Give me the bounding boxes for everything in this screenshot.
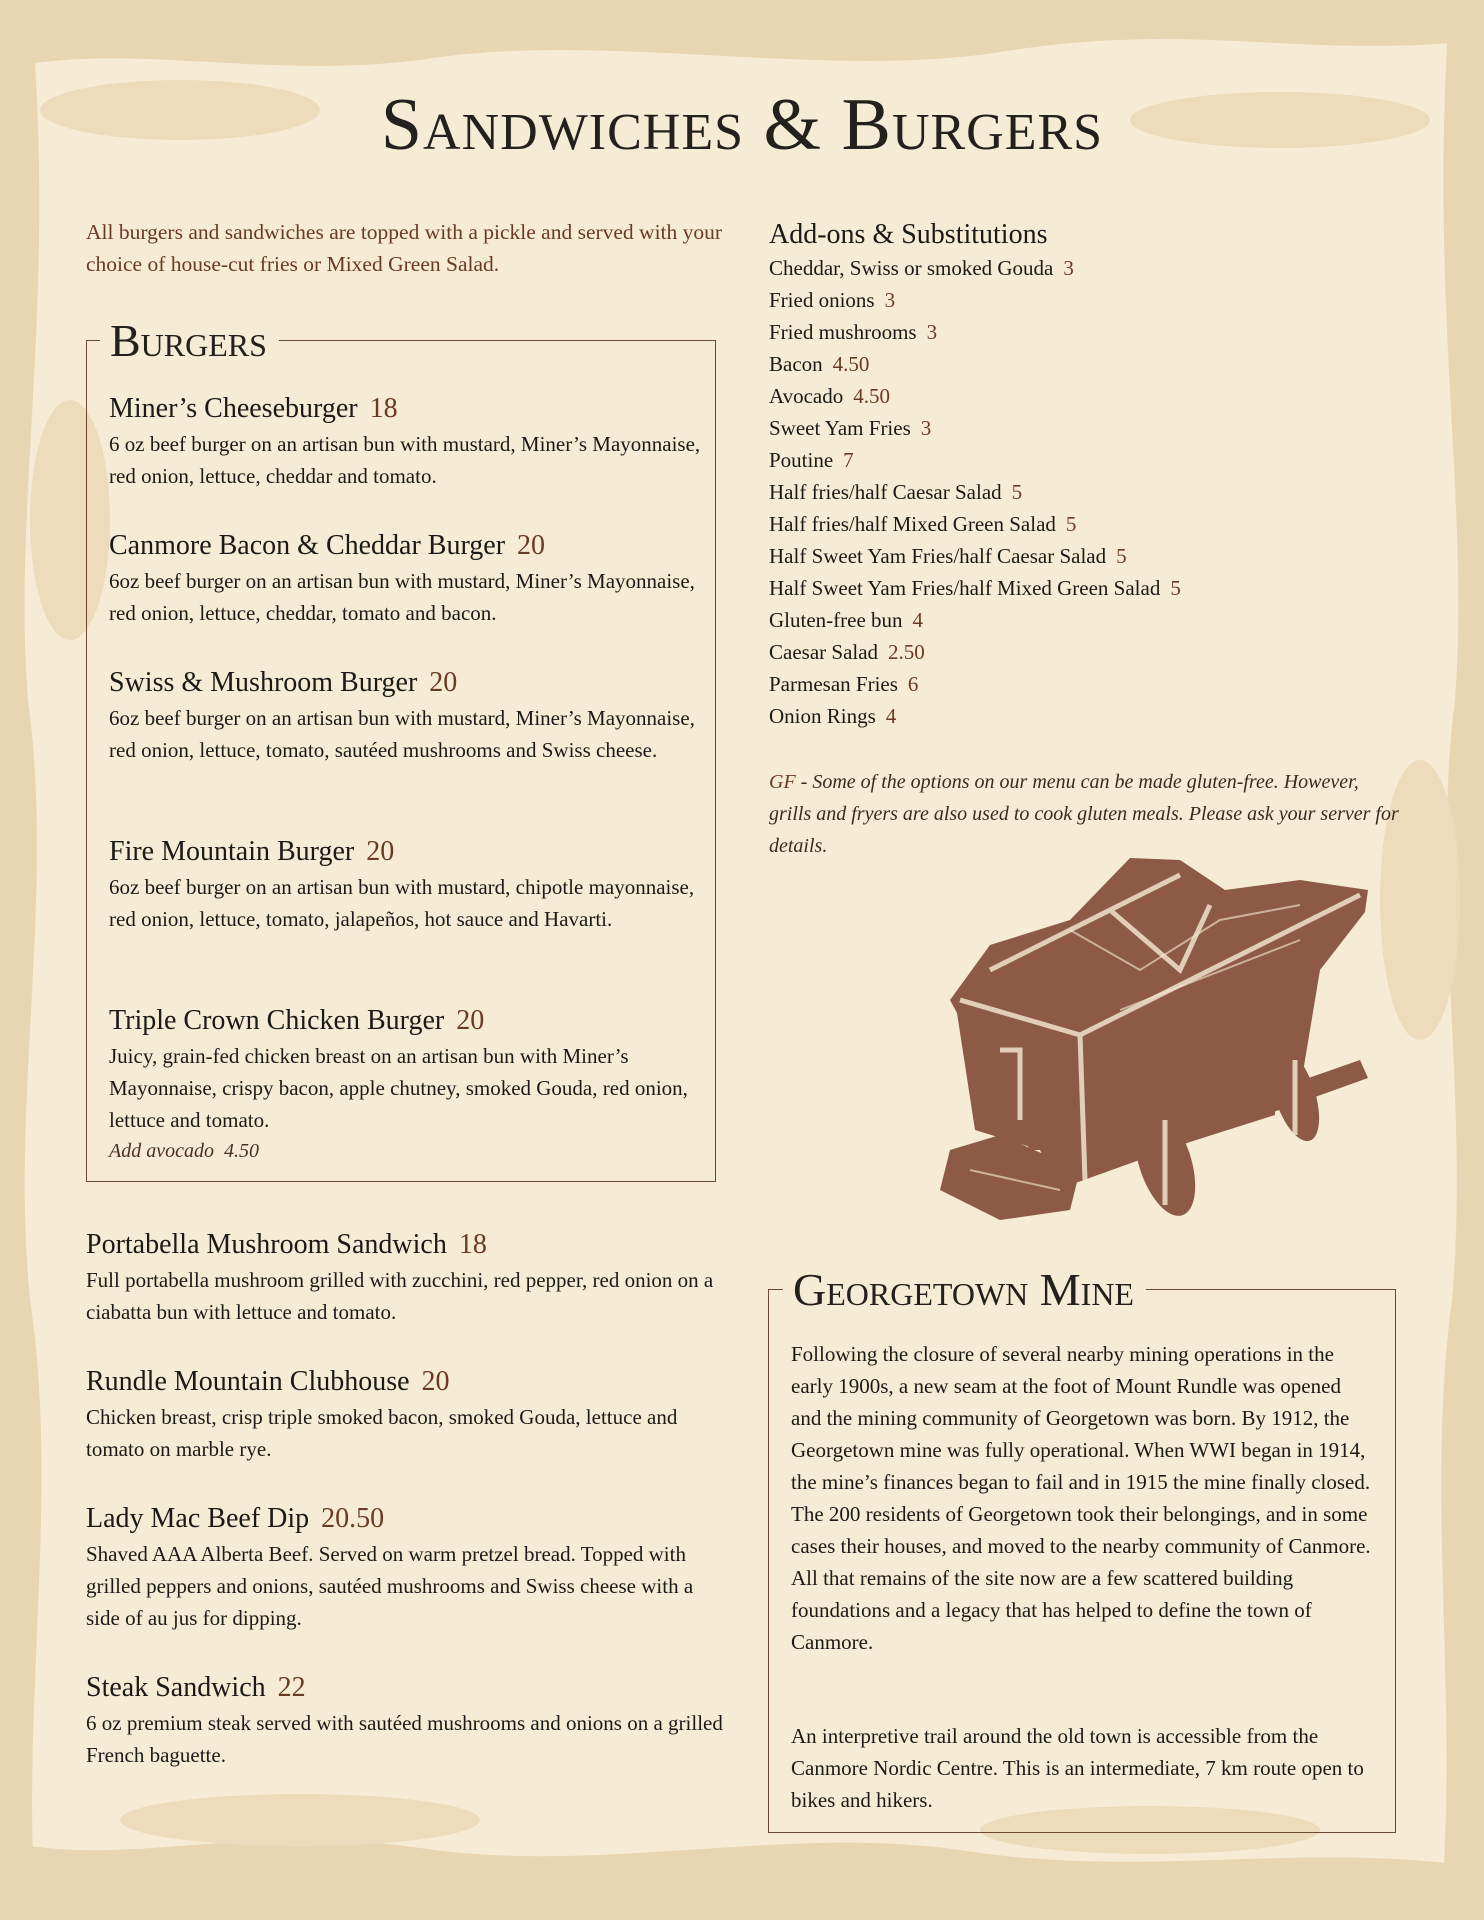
addon-name: Gluten-free bun: [769, 608, 903, 632]
item-description: 6 oz beef burger on an artisan bun with mustard, Miner’s Mayonnaise, red onion, lettuce, cheddar and tomato.: [109, 432, 701, 488]
gf-text: - Some of the options on our menu can be made gluten-free. However, grills and fryers are also used to cook gluten meals. Please ask your server for details.: [769, 771, 1399, 857]
addon-price: 4.50: [832, 352, 870, 376]
addon-name: Fried mushrooms: [769, 320, 917, 344]
addon-price: 3: [884, 288, 896, 312]
list-item: [769, 476, 1181, 508]
menu-item: [109, 666, 701, 766]
item-price: 22: [277, 1672, 306, 1703]
addon-name: Fried onions: [769, 288, 875, 312]
menu-item: [86, 1671, 726, 1771]
georgetown-mine-heading: Georgetown Mine: [783, 1267, 1146, 1313]
item-description: 6oz beef burger on an artisan bun with mustard, Miner’s Mayonnaise, red onion, lettuce, cheddar, tomato and bacon.: [109, 569, 695, 625]
addons-title: Add-ons & Substitutions: [769, 219, 1048, 250]
list-item: [769, 508, 1181, 540]
menu-item: [86, 1502, 726, 1634]
addon-note-price: 4.50: [223, 1140, 259, 1162]
addons-list: [769, 252, 1181, 732]
addon-name: Half Sweet Yam Fries/half Caesar Salad: [769, 544, 1107, 568]
item-description: Shaved AAA Alberta Beef. Served on warm pretzel bread. Topped with grilled peppers and onions, sautéed mushrooms and Swiss cheese with a side of au jus for dipping.: [86, 1542, 694, 1630]
item-description: Chicken breast, crisp triple smoked bacon, smoked Gouda, lettuce and tomato on marble rye.: [86, 1405, 678, 1461]
list-item: [769, 380, 1181, 412]
item-name: Swiss & Mushroom Burger: [109, 667, 418, 698]
item-description: 6oz beef burger on an artisan bun with mustard, Miner’s Mayonnaise, red onion, lettuce, tomato, sautéed mushrooms and Swiss cheese.: [109, 706, 695, 762]
item-price: 20: [456, 1005, 485, 1036]
list-item: [769, 348, 1181, 380]
addon-price: 2.50: [888, 640, 925, 664]
addon-price: 6: [907, 672, 919, 696]
addon-price: 3: [1063, 256, 1074, 280]
item-price: 20: [517, 530, 546, 561]
list-item: [769, 444, 1181, 476]
addon-name: Poutine: [769, 448, 834, 472]
item-description: Full portabella mushroom grilled with zucchini, red pepper, red onion on a ciabatta bun with lettuce and tomato.: [86, 1268, 714, 1324]
intro-text: All burgers and sandwiches are topped with a pickle and served with your choice of house-cut fries or Mixed Green Salad.: [86, 220, 723, 276]
list-item: [769, 636, 1181, 668]
item-description: 6 oz premium steak served with sautéed mushrooms and onions on a grilled French baguette.: [86, 1711, 723, 1767]
addon-price: 5: [1065, 512, 1077, 536]
addon-name: Half Sweet Yam Fries/half Mixed Green Salad: [769, 576, 1161, 600]
burgers-heading: Burgers: [100, 318, 279, 364]
page-title: Sandwiches & Burgers: [380, 84, 1104, 166]
gluten-free-note: [769, 766, 1403, 862]
list-item: [769, 668, 1181, 700]
menu-item: [109, 1004, 701, 1166]
list-item: [769, 412, 1181, 444]
item-price: 18: [369, 393, 398, 424]
list-item: [769, 252, 1181, 284]
item-addon-note: [109, 1136, 701, 1166]
item-name: Lady Mac Beef Dip: [86, 1503, 310, 1534]
item-name: Rundle Mountain Clubhouse: [86, 1366, 410, 1397]
addon-price: 4.50: [853, 384, 890, 408]
mine-cart-illustration: [880, 850, 1380, 1250]
item-name: Portabella Mushroom Sandwich: [86, 1229, 447, 1260]
addon-name: Bacon: [769, 352, 823, 376]
addon-price: 3: [920, 416, 932, 440]
addon-name: Half fries/half Mixed Green Salad: [769, 512, 1056, 536]
georgetown-mine-paragraph-1: Following the closure of several nearby mining operations in the early 1900s, a new seam at the foot of Mount Rundle was opened and the mining community of Georgetown was born. By 1912, the Georgetown mine was fully operational. When WWI began in 1914, the mine’s finances began to fail and in 1915 the mine finally closed. The 200 residents of Georgetown took their belongings, and in some cases their houses, and moved to the nearby community of Canmore. All that remains of the site now are a few scattered building foundations and a legacy that has helped to define the town of Canmore.: [791, 1342, 1371, 1654]
menu-item: [86, 1228, 726, 1328]
addon-name: Avocado: [769, 384, 844, 408]
addon-name: Caesar Salad: [769, 640, 879, 664]
item-name: Canmore Bacon & Cheddar Burger: [109, 530, 506, 561]
list-item: [769, 540, 1181, 572]
menu-item: [86, 1365, 726, 1465]
list-item: [769, 284, 1181, 316]
list-item: [769, 572, 1181, 604]
item-name: Fire Mountain Burger: [109, 836, 355, 867]
addon-note-text: Add avocado: [109, 1140, 214, 1162]
menu-item: [109, 835, 701, 935]
addon-name: Half fries/half Caesar Salad: [769, 480, 1002, 504]
addon-price: 4: [912, 608, 924, 632]
addon-price: 5: [1116, 544, 1127, 568]
addon-price: 5: [1011, 480, 1023, 504]
addon-price: 3: [926, 320, 938, 344]
gf-label: GF: [769, 771, 796, 793]
item-description: 6oz beef burger on an artisan bun with mustard, chipotle mayonnaise, red onion, lettuce, tomato, jalapeños, hot sauce and Havarti.: [109, 875, 695, 931]
addon-name: Cheddar, Swiss or smoked Gouda: [769, 256, 1054, 280]
addon-price: 4: [885, 704, 897, 728]
item-name: Steak Sandwich: [86, 1672, 266, 1703]
addon-name: Sweet Yam Fries: [769, 416, 911, 440]
menu-item: [109, 392, 701, 492]
item-name: Triple Crown Chicken Burger: [109, 1005, 445, 1036]
list-item: [769, 316, 1181, 348]
item-description: Juicy, grain-fed chicken breast on an artisan bun with Miner’s Mayonnaise, crispy bacon, apple chutney, smoked Gouda, red onion, lettuce and tomato.: [109, 1044, 688, 1132]
georgetown-mine-paragraph-2: An interpretive trail around the old town is accessible from the Canmore Nordic Centre. This is an intermediate, 7 km route open to bikes and hikers.: [791, 1724, 1364, 1812]
list-item: [769, 604, 1181, 636]
item-price: 20: [366, 836, 395, 867]
list-item: [769, 700, 1181, 732]
addon-price: 7: [843, 448, 854, 472]
menu-item: [109, 529, 701, 629]
item-price: 20: [429, 667, 458, 698]
item-price: 20: [421, 1366, 450, 1397]
item-price: 20.50: [321, 1503, 385, 1534]
addon-name: Parmesan Fries: [769, 672, 898, 696]
item-name: Miner’s Cheeseburger: [109, 393, 358, 424]
item-price: 18: [458, 1229, 487, 1260]
addon-name: Onion Rings: [769, 704, 876, 728]
addon-price: 5: [1170, 576, 1181, 600]
